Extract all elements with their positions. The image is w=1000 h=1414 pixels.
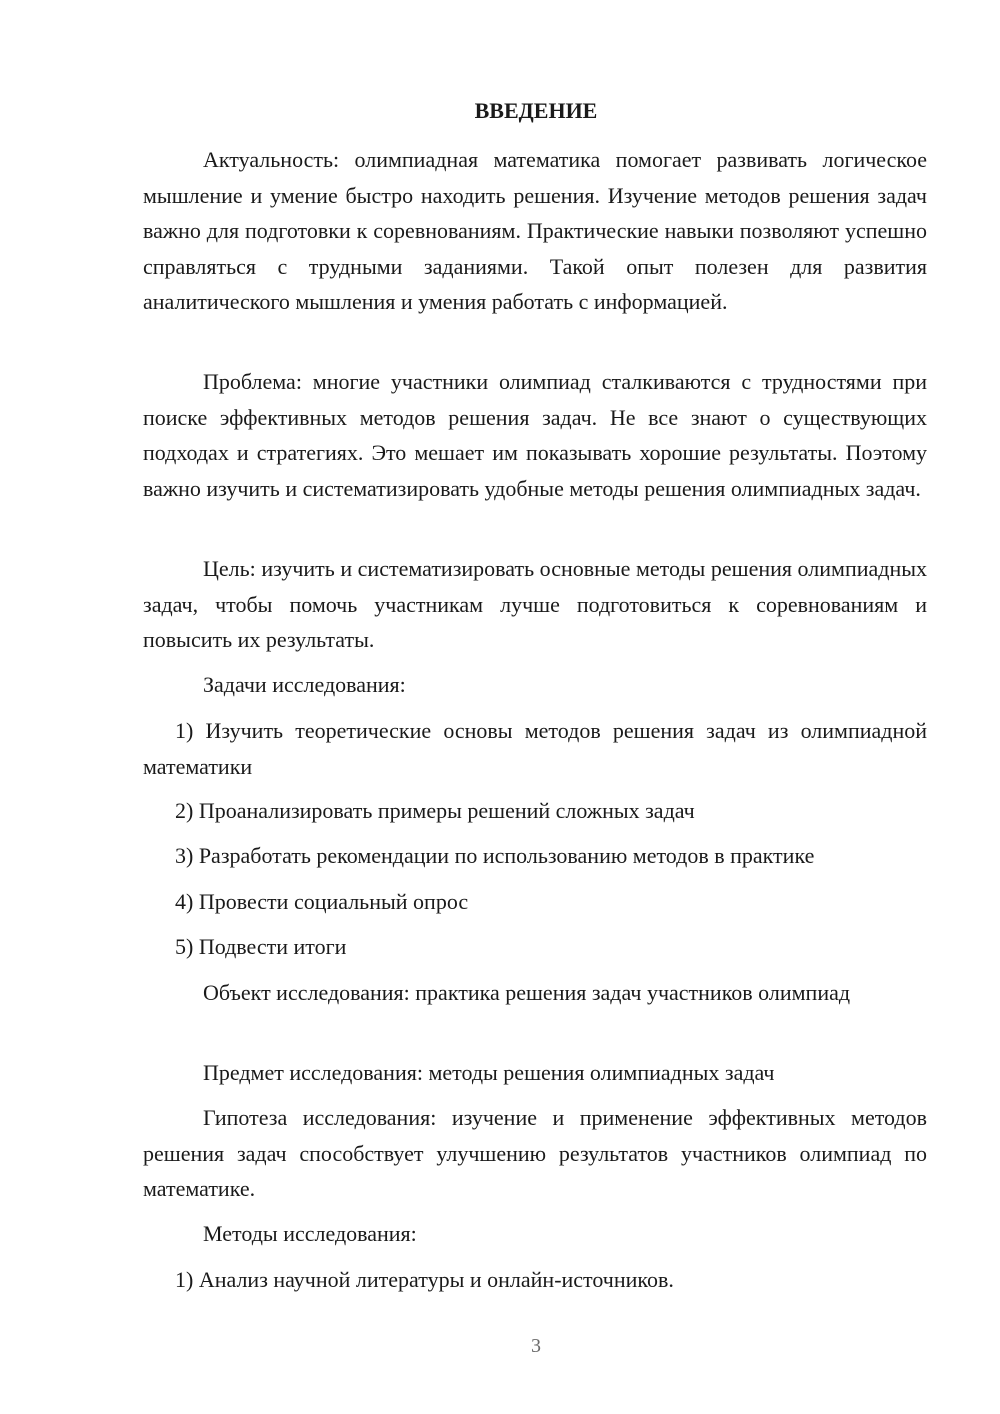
paragraph-problem: Проблема: многие участники олимпиад сталкиваются с трудностями при поиске эффективных методов решения задач. Не все знают о существующих подходах и стратегиях. Это мешает им показывать хорошие результаты. Поэтому важно изучить и систематизировать удобные методы решения олимпиадных задач. — [143, 369, 927, 501]
method-item-1: 1) Анализ научной литературы и онлайн-источников. — [175, 1267, 674, 1292]
tasks-heading: Задачи исследования: — [203, 672, 406, 697]
task-item-2: 2) Проанализировать примеры решений сложных задач — [175, 798, 695, 823]
paragraph-hypothesis: Гипотеза исследования: изучение и применение эффективных методов решения задач способствует улучшению результатов участников олимпиад по математике. — [143, 1105, 927, 1201]
section-title: ВВЕДЕНИЕ — [474, 98, 598, 123]
task-item-5: 5) Подвести итоги — [175, 934, 347, 959]
task-item-4: 4) Провести социальный опрос — [175, 889, 469, 914]
task-item-3: 3) Разработать рекомендации по использованию методов в практике — [175, 843, 815, 868]
paragraph-object: Объект исследования: практика решения задач участников олимпиад — [203, 980, 851, 1005]
methods-heading: Методы исследования: — [203, 1221, 417, 1246]
paragraph-goal: Цель: изучить и систематизировать основные методы решения олимпиадных задач, чтобы помочь участникам лучше подготовиться к соревнованиям и повысить их результаты. — [143, 556, 927, 652]
page-number: 3 — [531, 1335, 541, 1357]
task-item-1: 1) Изучить теоретические основы методов решения задач из олимпиадной математики — [143, 718, 927, 779]
paragraph-relevance: Актуальность: олимпиадная математика помогает развивать логическое мышление и умение быстро находить решения. Изучение методов решения задач важно для подготовки к соревнованиям. Практические навыки позволяют успешно справляться с трудными заданиями. Такой опыт полезен для развития аналитического мышления и умения работать с информацией. — [143, 147, 927, 314]
paragraph-subject: Предмет исследования: методы решения олимпиадных задач — [203, 1060, 775, 1085]
